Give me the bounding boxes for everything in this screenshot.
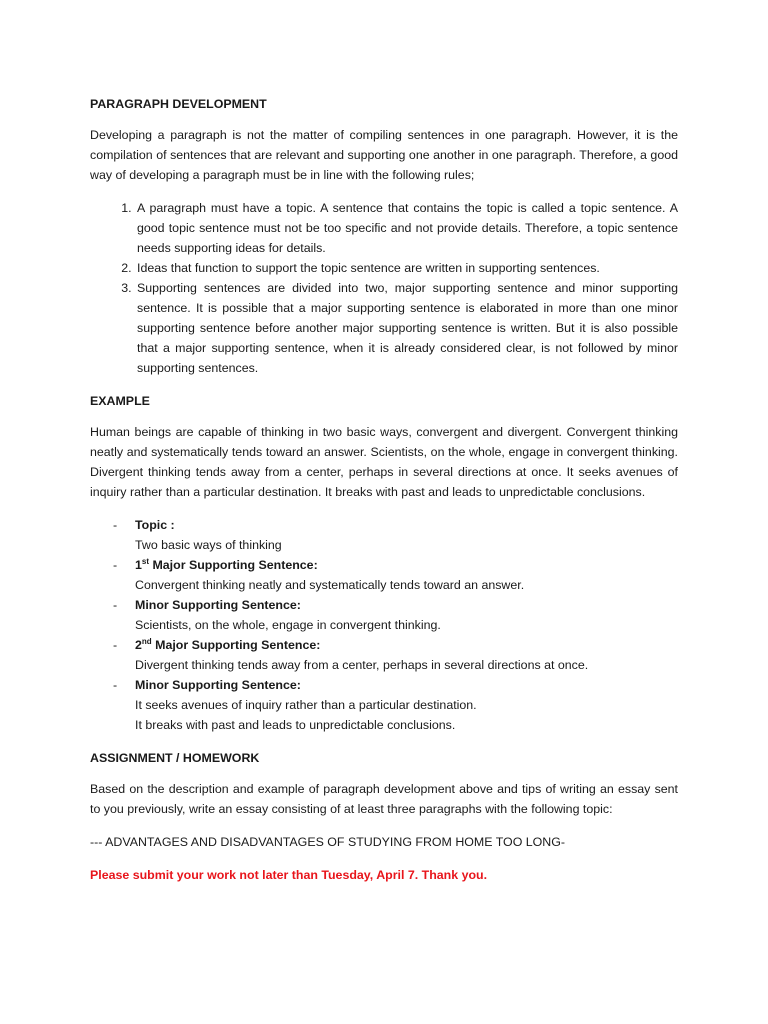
document-title: PARAGRAPH DEVELOPMENT [90,97,267,111]
rule-item: 3. Supporting sentences are divided into two, major supporting sentence and minor supporting sentence. It is possible that a major supporting sentence is elaborated in more than one minor supporting sentence before another major supporting sentence is written. But it is also possible that a major supporting sentence, when it is already considered clear, is not followed by minor supporting sentences. [135,278,678,378]
breakdown-line: Scientists, on the whole, engage in convergent thinking. [135,618,441,632]
breakdown-line: It seeks avenues of inquiry rather than a particular destination. [135,698,477,712]
breakdown-line: Divergent thinking tends away from a center, perhaps in several directions at once. [135,658,589,672]
breakdown-item-major-1 [90,555,678,595]
assignment-heading: ASSIGNMENT / HOMEWORK [90,751,260,765]
breakdown-title: Topic : [135,518,175,532]
breakdown-item-topic [90,515,678,555]
essay-topic: --- ADVANTAGES AND DISADVANTAGES OF STUDYING FROM HOME TOO LONG- [90,835,566,849]
breakdown-line: Two basic ways of thinking [135,538,282,552]
dash-marker: - [113,638,118,652]
rule-item: 1. A paragraph must have a topic. A sentence that contains the topic is called a topic sentence. A good topic sentence must not be too specific and not provide details. Therefore, a topic sentence needs supporting ideas for details. [135,198,678,258]
dash-marker: - [113,678,118,692]
deadline-notice: Please submit your work not later than Tuesday, April 7. Thank you. [90,868,488,882]
breakdown-line: Convergent thinking neatly and systematically tends toward an answer. [135,578,525,592]
breakdown-line: It breaks with past and leads to unpredictable conclusions. [135,718,456,732]
dash-marker: - [113,598,118,612]
rule-item: 2. Ideas that function to support the topic sentence are written in supporting sentences. [135,258,678,278]
breakdown-title: Minor Supporting Sentence: [135,678,301,692]
dash-marker: - [113,558,118,572]
assignment-paragraph: Based on the description and example of paragraph development above and tips of writing an essay sent to you previously, write an essay consisting of at least three paragraphs with the following topic: [90,782,678,816]
dash-marker: - [113,518,118,532]
breakdown-item-minor-1 [90,595,678,635]
breakdown-item-minor-2 [90,675,678,735]
breakdown-item-major-2 [90,635,678,675]
breakdown-title: Minor Supporting Sentence: [135,598,301,612]
breakdown-title: 2nd Major Supporting Sentence: [135,636,321,652]
rules-list [90,198,678,378]
example-heading: EXAMPLE [90,394,150,408]
breakdown-title: 1st Major Supporting Sentence: [135,556,318,572]
intro-paragraph: Developing a paragraph is not the matter of compiling sentences in one paragraph. However, it is the compilation of sentences that are relevant and supporting one another in one paragraph. Therefore, a good way of developing a paragraph must be in line with the following rules; [90,128,678,182]
document-page [90,94,678,885]
breakdown-list [90,515,678,735]
example-paragraph: Human beings are capable of thinking in two basic ways, convergent and divergent. Convergent thinking neatly and systematically tends toward an answer. Scientists, on the whole, engage in convergent thinking. Divergent thinking tends away from a center, perhaps in several directions at once. It seeks avenues of inquiry rather than a particular destination. It breaks with past and leads to unpredictable conclusions. [90,425,678,499]
